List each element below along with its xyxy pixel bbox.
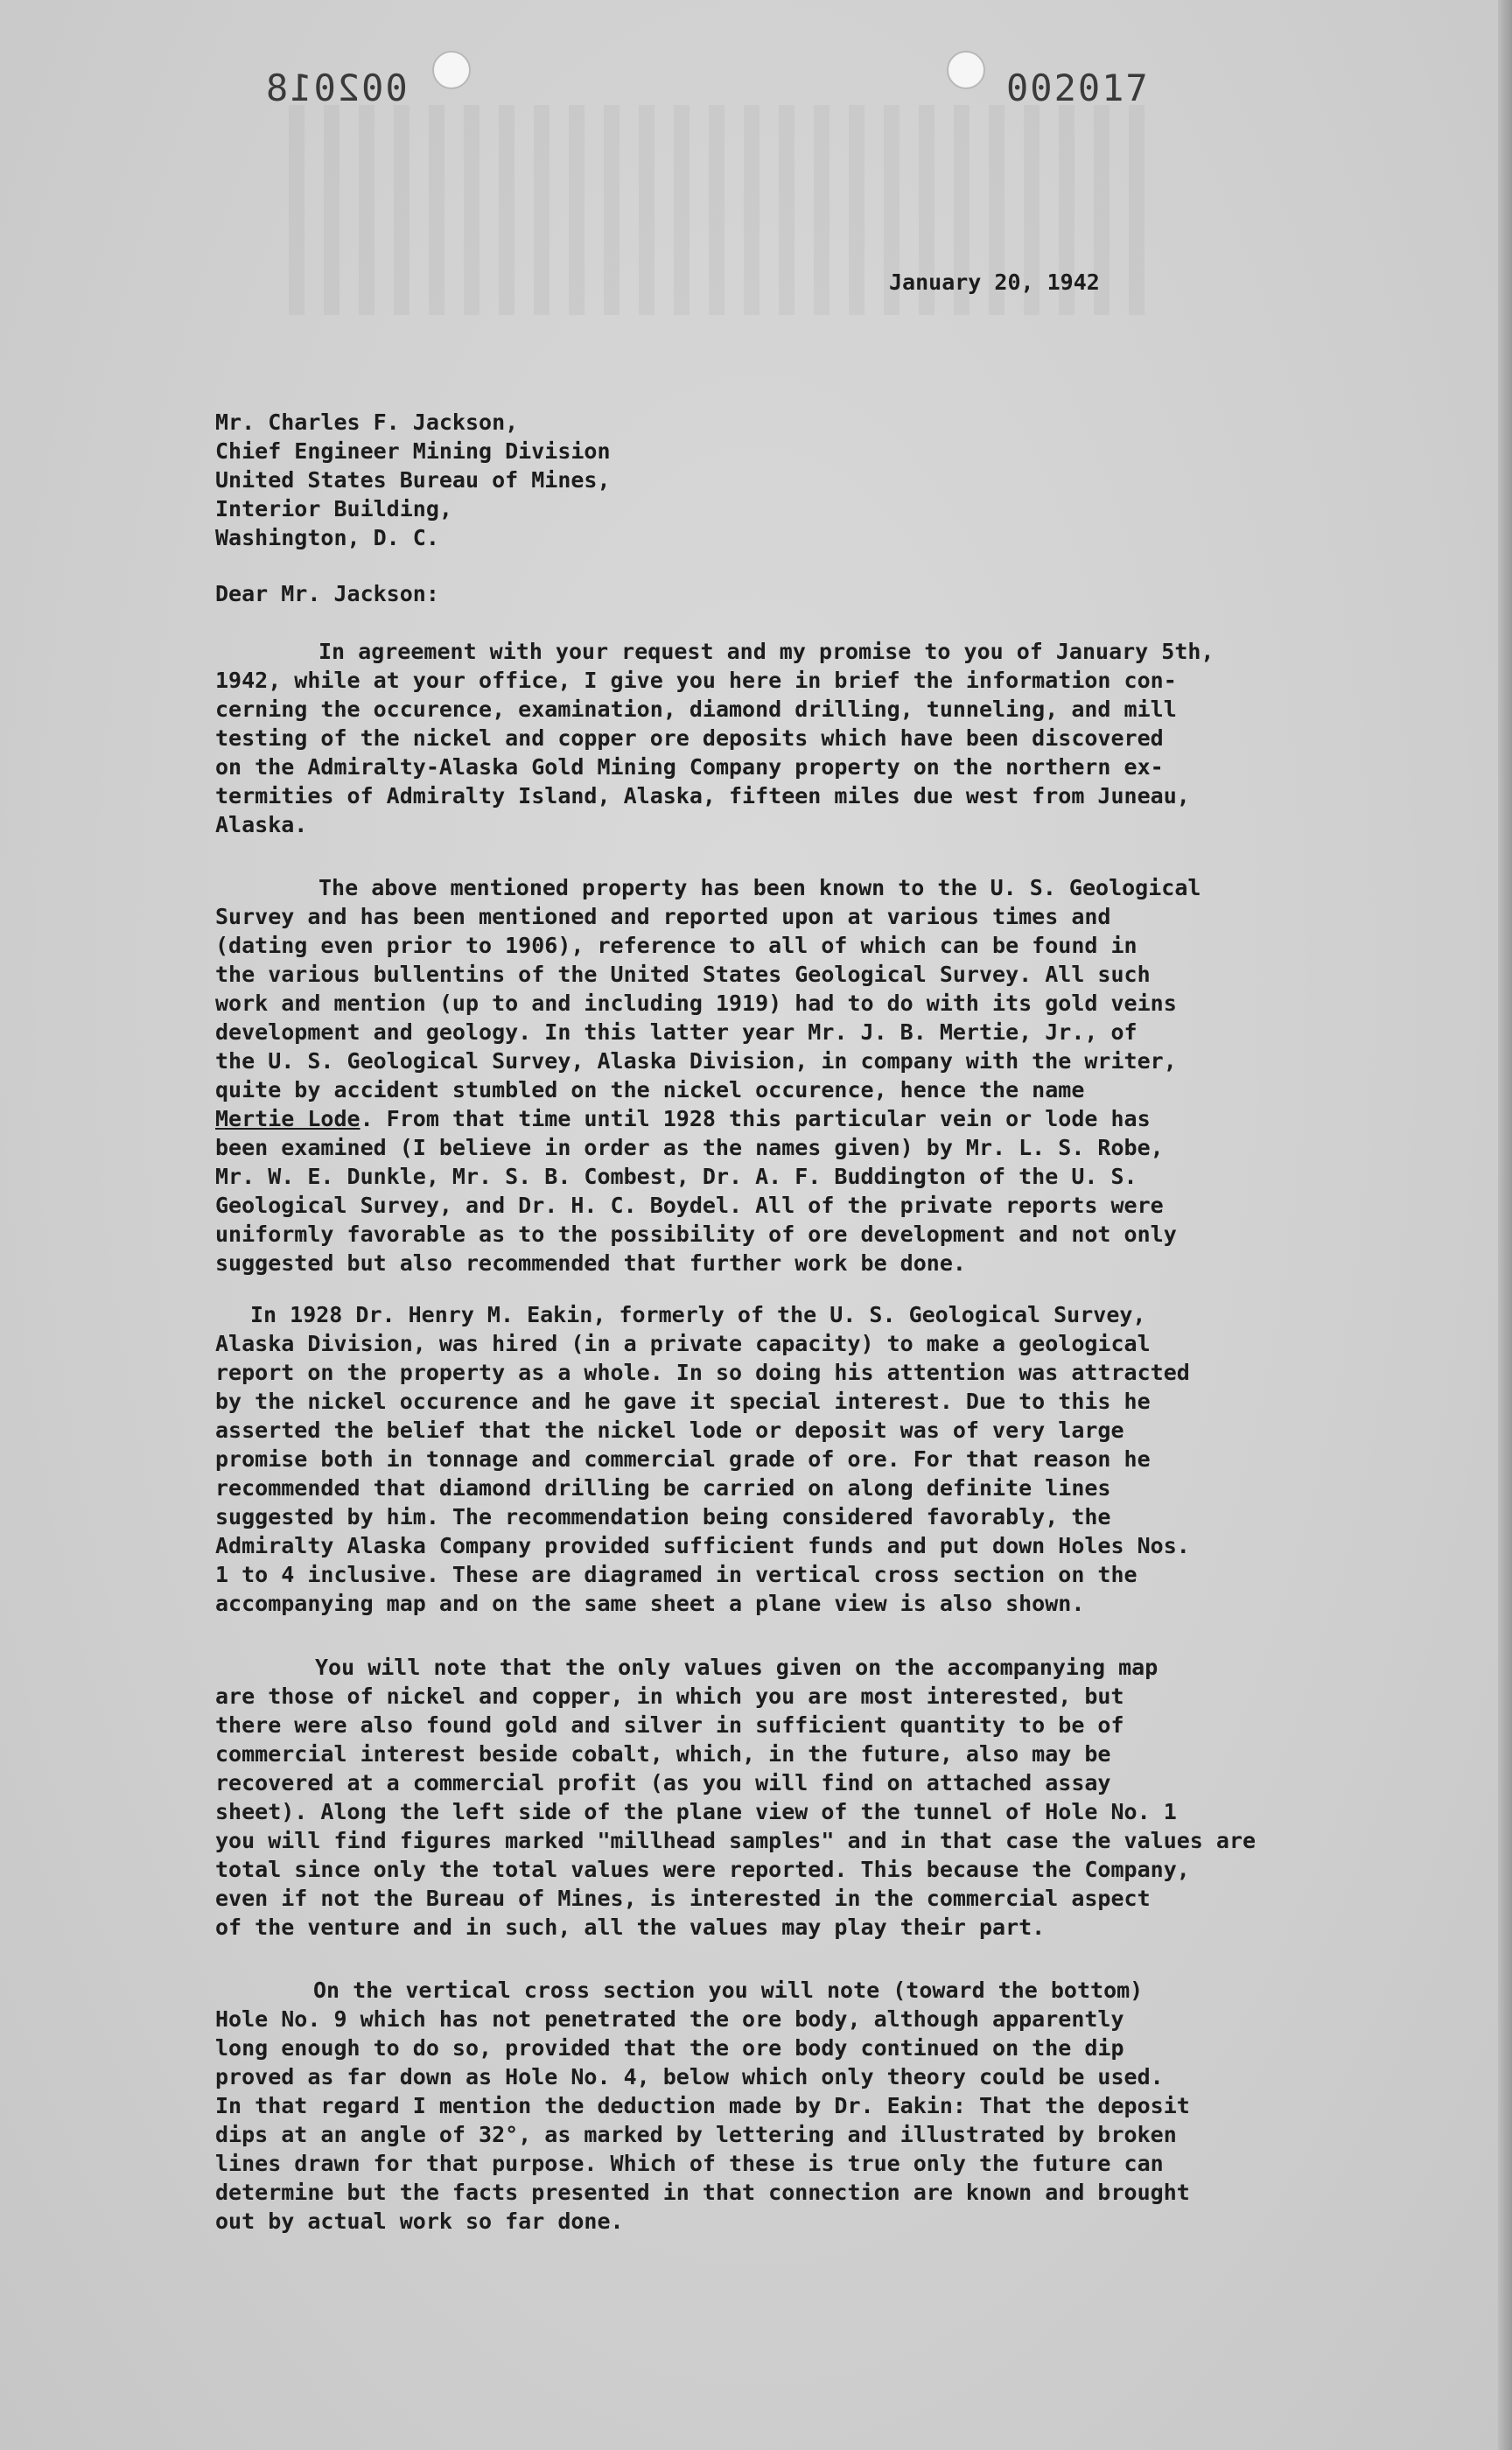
address-line: Chief Engineer Mining Division xyxy=(215,438,611,464)
body-line: suggested by him. The recommendation being considered favorably, the xyxy=(215,1504,1111,1530)
body-line: testing of the nickel and copper ore deposits which have been discovered xyxy=(215,725,1164,751)
body-line: total since only the total values were reported. This because the Company, xyxy=(215,1857,1190,1882)
body-line: lines drawn for that purpose. Which of these is true only the future can xyxy=(215,2151,1164,2176)
body-line: termities of Admiralty Island, Alaska, fifteen miles due west from Juneau, xyxy=(215,783,1190,808)
body-line: The above mentioned property has been known to the U. S. Geological xyxy=(318,875,1201,900)
body-line: (dating even prior to 1906), reference to all of which can be found in xyxy=(215,933,1138,958)
body-line: recovered at a commercial profit (as you will find on attached assay xyxy=(215,1770,1111,1796)
body-line: uniformly favorable as to the possibility of ore development and not only xyxy=(215,1222,1177,1247)
body-line: recommended that diamond drilling be carried on along definite lines xyxy=(215,1475,1111,1501)
salutation: Dear Mr. Jackson: xyxy=(215,581,439,606)
body-line: quite by accident stumbled on the nickel occurence, hence the name xyxy=(215,1077,1085,1102)
body-line: out by actual work so far done. xyxy=(215,2208,624,2234)
body-line: long enough to do so, provided that the ore body continued on the dip xyxy=(215,2035,1124,2061)
body-line: are those of nickel and copper, in which you are most interested, but xyxy=(215,1684,1124,1709)
body-line: Mr. W. E. Dunkle, Mr. S. B. Combest, Dr. A. F. Buddington of the U. S. xyxy=(215,1164,1138,1189)
body-line: proved as far down as Hole No. 4, below which only theory could be used. xyxy=(215,2064,1164,2090)
body-line: on the Admiralty-Alaska Gold Mining Company property on the northern ex- xyxy=(215,754,1164,780)
body-line: even if not the Bureau of Mines, is interested in the commercial aspect xyxy=(215,1886,1151,1911)
body-line: work and mention (up to and including 1919) had to do with its gold veins xyxy=(215,990,1177,1016)
body-line: been examined (I believe in order as the names given) by Mr. L. S. Robe, xyxy=(215,1135,1164,1160)
body-line: You will note that the only values given on the accompanying map xyxy=(315,1655,1158,1680)
body-line: In that regard I mention the deduction made by Dr. Eakin: That the deposit xyxy=(215,2093,1190,2118)
body-line: the U. S. Geological Survey, Alaska Division, in company with the writer, xyxy=(215,1048,1177,1074)
body-line: accompanying map and on the same sheet a plane view is also shown. xyxy=(215,1591,1085,1616)
letter-date: January 20, 1942 xyxy=(889,270,1100,295)
body-line: Alaska. xyxy=(215,812,308,837)
stamp-number-right: 002017 xyxy=(1006,66,1150,109)
address-line: Washington, D. C. xyxy=(215,525,439,550)
body-line: asserted the belief that the nickel lode or deposit was of very large xyxy=(215,1418,1124,1443)
body-line: by the nickel occurence and he gave it special interest. Due to this he xyxy=(215,1389,1151,1414)
body-line: the various bullentins of the United States Geological Survey. All such xyxy=(215,962,1151,987)
body-line: In 1928 Dr. Henry M. Eakin, formerly of the U. S. Geological Survey, xyxy=(250,1302,1146,1327)
body-line: 1942, while at your office, I give you here in brief the information con- xyxy=(215,668,1177,693)
body-line: On the vertical cross section you will note (toward the bottom) xyxy=(313,1978,1144,2003)
address-line: Mr. Charles F. Jackson, xyxy=(215,410,519,435)
body-line: you will find figures marked "millhead samples" and in that case the values are xyxy=(215,1828,1256,1853)
page-edge xyxy=(1498,0,1512,2450)
address-line: Interior Building, xyxy=(215,496,452,522)
body-line: determine but the facts presented in that connection are known and brought xyxy=(215,2180,1190,2205)
body-line: cerning the occurence, examination, diamond drilling, tunneling, and mill xyxy=(215,696,1177,722)
body-line: of the venture and in such, all the values may play their part. xyxy=(215,1914,1046,1940)
body-line: In agreement with your request and my promise to you of January 5th, xyxy=(318,639,1214,664)
body-line: Geological Survey, and Dr. H. C. Boydel. All of the private reports were xyxy=(215,1193,1164,1218)
punch-hole-left xyxy=(432,51,471,89)
punch-hole-right xyxy=(947,51,985,89)
mertie-lode-underlined: Mertie Lode xyxy=(215,1106,360,1131)
body-line: Admiralty Alaska Company provided sufficient funds and put down Holes Nos. xyxy=(215,1533,1190,1558)
body-line: report on the property as a whole. In so doing his attention was attracted xyxy=(215,1360,1190,1385)
body-line: dips at an angle of 32°, as marked by lettering and illustrated by broken xyxy=(215,2122,1177,2147)
stamp-number-left: 002018 xyxy=(264,66,408,109)
body-line: Alaska Division, was hired (in a private capacity) to make a geological xyxy=(215,1331,1151,1356)
body-line: Survey and has been mentioned and reported upon at various times and xyxy=(215,904,1111,929)
body-line: suggested but also recommended that further work be done. xyxy=(215,1250,966,1276)
body-line: there were also found gold and silver in sufficient quantity to be of xyxy=(215,1712,1124,1738)
body-line: promise both in tonnage and commercial grade of ore. For that reason he xyxy=(215,1446,1151,1472)
address-line: United States Bureau of Mines, xyxy=(215,467,611,493)
body-line xyxy=(215,1108,1151,1130)
body-line-rest: . From that time until 1928 this particular vein or lode has xyxy=(360,1106,1151,1131)
body-line: development and geology. In this latter year Mr. J. B. Mertie, Jr., of xyxy=(215,1019,1138,1045)
body-line: commercial interest beside cobalt, which, in the future, also may be xyxy=(215,1741,1111,1767)
body-line: Hole No. 9 which has not penetrated the ore body, although apparently xyxy=(215,2006,1124,2032)
body-line: 1 to 4 inclusive. These are diagramed in vertical cross section on the xyxy=(215,1562,1138,1587)
body-line: sheet). Along the left side of the plane view of the tunnel of Hole No. 1 xyxy=(215,1799,1177,1824)
